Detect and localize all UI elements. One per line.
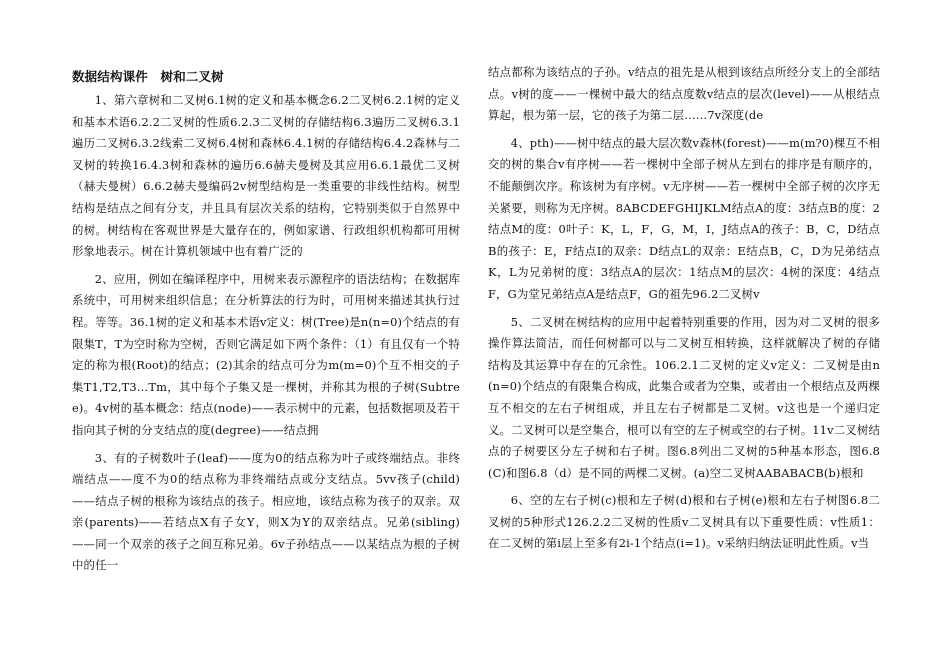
paragraph-4: 4、pth)——树中结点的最大层次数v森林(forest)——m(m?0)棵互不相交的树的集合v有序树——若一棵树中全部子树从左到右的排序是有顺序的，不能颠倒次序。称该树为有序树。v无序树——若一棵树中全部子树的次序无关紧要，则称为无序树。8ABCDEFGHIJKLM结点A的度：3结点B的度：2结点M的度：0叶子：K，L，F，G，M，I，J结点A的孩子：B，C，D结点B的孩子：E，F结点I的双亲：D结点L的双亲：E结点B，C，D为兄弟结点K，L为兄弟树的度：3结点A的层次：1结点M的层次：4树的深度：4结点F，G为堂兄弟结点A是结点F，G的祖先96.2二叉树v	[488, 135, 880, 301]
paragraph-3: 3、有的子树数叶子(leaf)——度为0的结点称为叶子或终端结点。非终端结点——度不为0的结点称为非终端结点或分支结点。5vv孩子(child)——结点子树的根称为该结点的孩子。相应地，该结点称为孩子的双亲。双亲(parents)——若结点X有子女Y，则X为Y的双亲结点。兄弟(sibling)——同一个双亲的孩子之间互称兄弟。6v子孙结点——以某结点为根的子树中的任一	[72, 450, 460, 573]
right-column	[488, 62, 880, 561]
document-title: 数据结构课件 树和二叉树	[72, 69, 224, 84]
paragraph-2: 2、应用，例如在编译程序中，用树来表示源程序的语法结构；在数据库系统中，可用树来组织信息；在分析算法的行为时，可用树来描述其执行过程。等等。36.1树的定义和基本术语v定义：树(Tree)是n(n=0)个结点的有限集T，T为空时称为空树，否则它满足如下两个条件：（1）有且仅有一个特定的称为根(Root)的结点；(2)其余的结点可分为m(m=0)个互不相交的子集T1,T2,T3…Tm，其中每个子集又是一棵树，并称其为根的子树(Subtree)。4v树的基本概念：结点(node)——表示树中的元素，包括数据项及若干指向其子树的分支结点的度(degree)——结点拥	[72, 271, 460, 437]
left-column	[72, 66, 460, 583]
paragraph-6: 6、空的左右子树(c)根和左子树(d)根和右子树(e)根和左右子树图6.8二叉树的5种形式126.2.2二叉树的性质v二叉树具有以下重要性质：v性质1：在二叉树的第i层上至多有2i-1个结点(i=1)。v采纳归纳法证明此性质。v当	[488, 493, 880, 551]
paragraph-5: 5、二叉树在树结构的应用中起着特别重要的作用，因为对二叉树的很多操作算法简洁，而任何树都可以与二叉树互相转换，这样就解决了树的存储结构及其运算中存在的冗余性。106.2.1二叉树的定义v定义：二叉树是由n(n=0)个结点的有限集合构成，此集合或者为空集，或者由一个根结点及两棵互不相交的左右子树组成，并且左右子树都是二叉树。v这也是一个递归定义。二叉树可以是空集合，根可以有空的左子树或空的右子树。11v二叉树结点的子树要区分左子树和右子树。图6.8列出二叉树的5种基本形态，图6.8(C)和图6.8（d）是不同的两棵二叉树。(a)空二叉树AABABACB(b)根和	[488, 314, 880, 480]
paragraph-1: 1、第六章树和二叉树6.1树的定义和基本概念6.2二叉树6.2.1树的定义和基本术语6.2.2二叉树的性质6.2.3二叉树的存储结构6.3遍历二叉树6.3.1遍历二叉树6.3.2线索二叉树6.4树和森林6.4.1树的存储结构6.4.2森林与二叉树的转换16.4.3树和森林的遍历6.6赫夫曼树及其应用6.6.1最优二叉树（赫夫曼树）6.6.2赫夫曼编码2v树型结构是一类重要的非线性结构。树型结构是结点之间有分支，并且具有层次关系的结构，它特别类似于自然界中的树。树结构在客观世界是大量存在的，例如家谱、行政组织机构都可用树形象地表示。树在计算机领域中也有着广泛的	[72, 93, 460, 259]
paragraph-3-continued: 结点都称为该结点的子孙。v结点的祖先是从根到该结点所经分支上的全部结点。v树的度——一棵树中最大的结点度数v结点的层次(level)——从根结点算起，根为第一层，它的孩子为第二层……7v深度(de	[488, 65, 880, 123]
